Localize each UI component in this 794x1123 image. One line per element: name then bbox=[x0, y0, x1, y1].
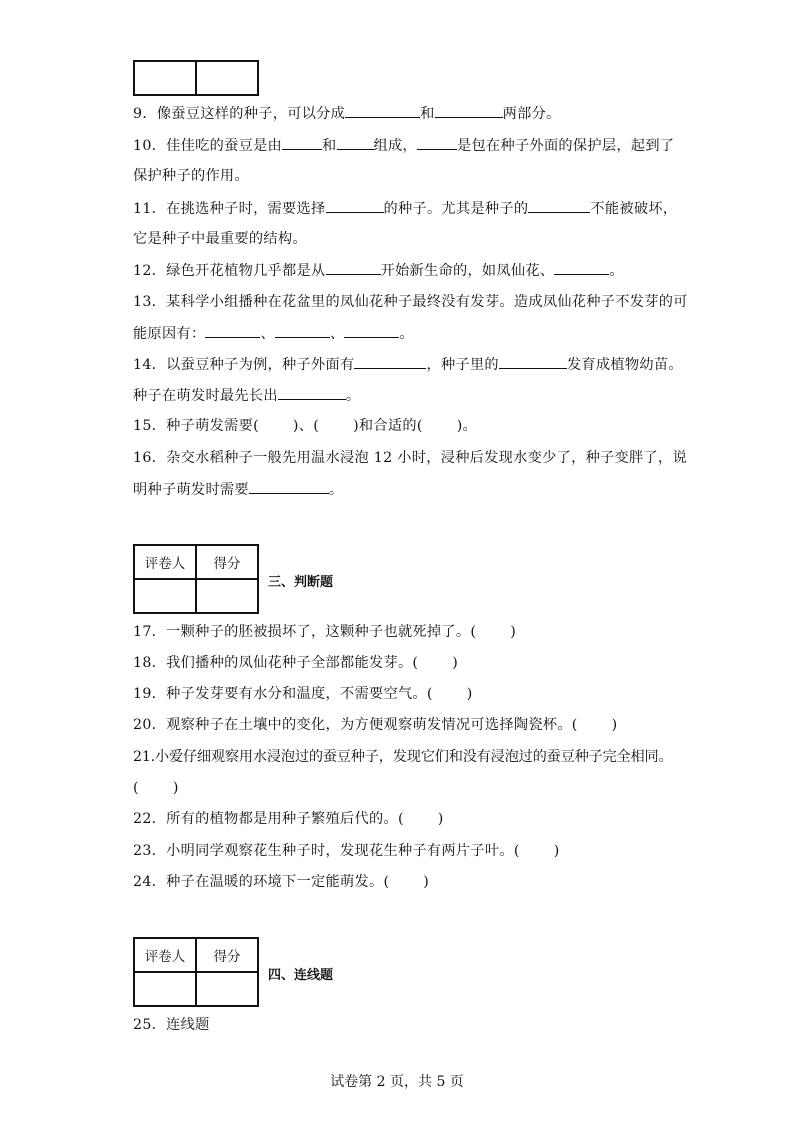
question-21-cont: ( ) bbox=[133, 780, 179, 796]
blank[interactable] bbox=[417, 136, 457, 150]
question-11: 11．在挑选种子时，需要选择 的种子。尤其是种子的 不能被破坏， bbox=[133, 201, 678, 217]
question-14: 14．以蚕豆种子为例，种子外面有 ，种子里的 发育成植物幼苗。 bbox=[133, 357, 683, 373]
question-11-cont: 它是种子中最重要的结构。 bbox=[133, 231, 307, 247]
question-19: 19．种子发芽要有水分和温度，不需要空气。( ) bbox=[133, 686, 473, 702]
question-16: 16．杂交水稻种子一般先用温水浸泡 12 小时，浸种后发现水变少了，种子变胖了，说 bbox=[133, 450, 687, 466]
question-13: 13．某科学小组播种在花盆里的凤仙花种子最终没有发芽。造成凤仙花种子不发芽的可 bbox=[133, 294, 688, 310]
blank[interactable] bbox=[275, 324, 330, 338]
blank[interactable] bbox=[278, 386, 346, 400]
blank[interactable] bbox=[326, 199, 384, 213]
question-12: 12．绿色开花植物几乎都是从 开始新生命的，如凤仙花、 。 bbox=[133, 263, 624, 279]
grader-cell bbox=[134, 61, 196, 95]
question-25: 25．连线题 bbox=[133, 1017, 210, 1033]
grader-label: 评卷人 bbox=[134, 938, 196, 972]
score-cell bbox=[196, 579, 258, 613]
question-14-cont: 种子在萌发时最先长出 。 bbox=[133, 388, 361, 404]
score-cell bbox=[196, 972, 258, 1006]
blank[interactable] bbox=[528, 199, 590, 213]
blank[interactable] bbox=[435, 104, 503, 118]
blank[interactable] bbox=[282, 136, 322, 150]
blank[interactable] bbox=[344, 324, 399, 338]
grader-cell bbox=[134, 579, 196, 613]
question-15: 15．种子萌发需要( )、( )和合适的( )。 bbox=[133, 418, 478, 434]
question-21: 21.小爱仔细观察用水浸泡过的蚕豆种子，发现它们和没有浸泡过的蚕豆种子完全相同。 bbox=[133, 749, 673, 765]
question-24: 24．种子在温暖的环境下一定能萌发。( ) bbox=[133, 874, 430, 890]
page-footer: 试卷第 2 页，共 5 页 bbox=[330, 1074, 464, 1090]
blank[interactable] bbox=[205, 324, 260, 338]
question-10: 10．佳佳吃的蚕豆是由 和 组成， 是包在种子外面的保护层，起到了 bbox=[133, 138, 675, 154]
grader-cell bbox=[134, 972, 196, 1006]
question-9: 9．像蚕豆这样的种子，可以分成 和 两部分。 bbox=[133, 106, 561, 122]
blank[interactable] bbox=[249, 480, 329, 494]
question-13-cont: 能原因有： 、 、 。 bbox=[133, 326, 414, 342]
blank[interactable] bbox=[326, 261, 381, 275]
question-20: 20．观察种子在土壤中的变化，为方便观察萌发情况可选择陶瓷杯。( ) bbox=[133, 717, 618, 733]
score-cell bbox=[196, 61, 258, 95]
blank[interactable] bbox=[345, 104, 420, 118]
question-17: 17．一颗种子的胚被损坏了，这颗种子也就死掉了。( ) bbox=[133, 624, 517, 640]
section-4-title: 四、连线题 bbox=[268, 968, 334, 983]
blank[interactable] bbox=[499, 355, 567, 369]
grader-table-section4 bbox=[133, 937, 259, 1007]
question-10-cont: 保护种子的作用。 bbox=[133, 168, 249, 184]
score-label: 得分 bbox=[196, 545, 258, 579]
score-label: 得分 bbox=[196, 938, 258, 972]
question-22: 22．所有的植物都是用种子繁殖后代的。( ) bbox=[133, 811, 444, 827]
blank[interactable] bbox=[554, 261, 609, 275]
blank[interactable] bbox=[354, 355, 426, 369]
question-23: 23．小明同学观察花生种子时，发现花生种子有两片子叶。( ) bbox=[133, 843, 560, 859]
section-3-title: 三、判断题 bbox=[268, 575, 334, 590]
question-18: 18．我们播种的凤仙花种子全部都能发芽。( ) bbox=[133, 655, 459, 671]
blank[interactable] bbox=[337, 136, 374, 150]
grader-table-top bbox=[133, 60, 259, 96]
question-16-cont: 明种子萌发时需要 。 bbox=[133, 482, 344, 498]
grader-label: 评卷人 bbox=[134, 545, 196, 579]
grader-table-section3 bbox=[133, 544, 259, 614]
